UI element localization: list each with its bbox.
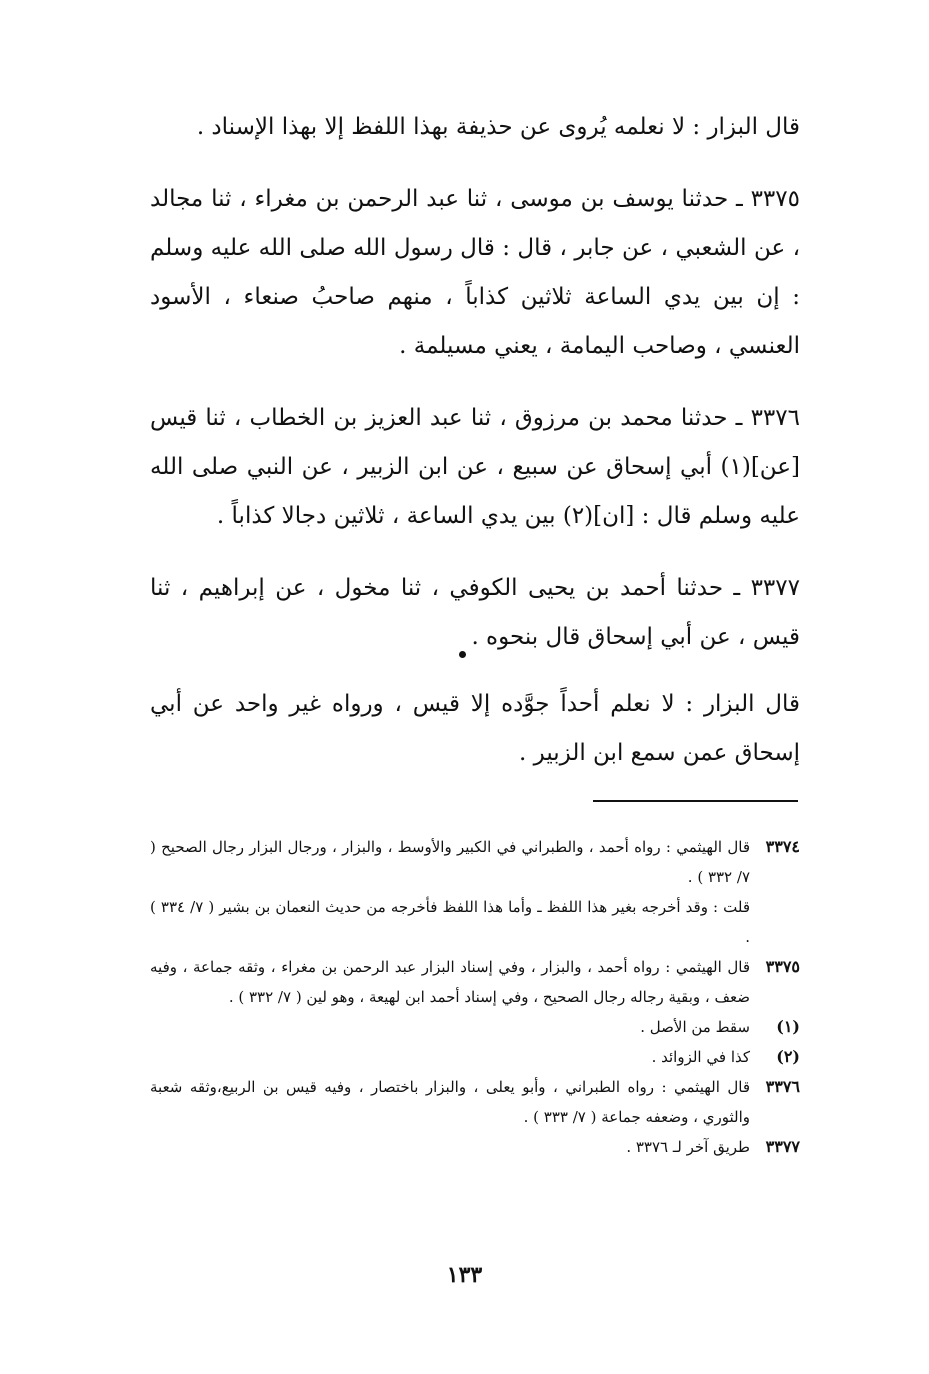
footnote-text	[150, 832, 750, 952]
footnote-number: (٢)	[776, 1047, 800, 1066]
paragraph-hadith-3375: ٣٣٧٥ ـ حدثنا يوسف بن موسى ، ثنا عبد الرحمن بن مغراء ، ثنا مجالد ، عن الشعبي ، عن جابر ، قال : قال رسول الله صلى الله عليه وسلم : إن بين يدي الساعة ثلاثين كذاباً ، منهم صاحبُ صنعاء ، الأسود العنسي ، وصاحب اليمامة ، يعني مسيلمة .	[150, 186, 800, 359]
footnotes	[150, 832, 800, 1162]
footnote-3377	[150, 1132, 800, 1162]
footnote-line: سقط من الأصل .	[640, 1018, 750, 1036]
footnote-text	[150, 952, 750, 1012]
footnote-text	[150, 1042, 750, 1072]
footnote-line: كذا في الزوائد .	[651, 1048, 750, 1066]
footnote-1	[150, 1012, 800, 1042]
footnote-number: ٣٣٧٦	[765, 1077, 800, 1096]
footnote-line: طريق آخر لـ ٣٣٧٦ .	[626, 1138, 750, 1156]
footnote-3376	[150, 1072, 800, 1132]
paragraph-hadith-3376: ٣٣٧٦ ـ حدثنا محمد بن مرزوق ، ثنا عبد العزيز بن الخطاب ، ثنا قيس [عن](١) أبي إسحاق عن سبيع ، عن ابن الزبير ، عن النبي صلى الله عليه وسلم قال : [ان](٢) بين يدي الساعة ، ثلاثين دجالا كذاباً .	[150, 405, 800, 529]
main-text	[150, 103, 800, 778]
paragraph-hadith-3377: ٣٣٧٧ ـ حدثنا أحمد بن يحيى الكوفي ، ثنا مخول ، عن إبراهيم ، ثنا قيس ، عن أبي إسحاق قال بنحوه .	[150, 575, 800, 650]
footnote-separator	[593, 800, 798, 802]
footnote-line: قال الهيثمي : رواه أحمد ، والطبراني في الكبير والأوسط ، والبزار ، ورجال البزار رجال الصحيح ( ٧/ ٣٣٢ ) .	[150, 838, 750, 886]
footnote-number: (١)	[776, 1017, 800, 1036]
footnote-number: ٣٣٧٤	[765, 837, 800, 856]
footnote-number: ٣٣٧٧	[765, 1137, 800, 1156]
page-number: ١٣٣	[446, 1262, 483, 1288]
footnote-text	[150, 1132, 750, 1162]
footnote-text	[150, 1072, 750, 1132]
footnote-number: ٣٣٧٥	[765, 957, 800, 976]
paragraph-bazzar-note-2: قال البزار : لا نعلم أحداً جوَّده إلا قيس ، ورواه غير واحد عن أبي إسحاق عمن سمع ابن الزبير .	[150, 691, 800, 766]
paragraph-bazzar-note-1: قال البزار : لا نعلمه يُروى عن حذيفة بهذا اللفظ إلا بهذا الإسناد .	[196, 114, 800, 140]
ink-speck	[459, 651, 466, 658]
footnote-3375	[150, 952, 800, 1012]
footnote-3374	[150, 832, 800, 952]
footnote-line: قلت : وقد أخرجه بغير هذا اللفظ ـ وأما هذا اللفظ فأخرجه من حديث النعمان بن بشير ( ٧/ ٣٣٤ ) .	[150, 898, 750, 946]
footnote-line: قال الهيثمي : رواه الطبراني ، وأبو يعلى ، والبزار باختصار ، وفيه قيس بن الربيع،وثقه شعبة والثوري ، وضعفه جماعة ( ٧/ ٣٣٣ ) .	[150, 1078, 750, 1126]
footnote-line: قال الهيثمي : رواه أحمد ، والبزار ، وفي إسناد البزار عبد الرحمن بن مغراء ، وثقه جماعة ، وفيه ضعف ، وبقية رجاله رجال الصحيح ، وفي إسناد أحمد ابن لهيعة ، وهو لين ( ٧/ ٣٣٢ ) .	[150, 958, 750, 1006]
footnote-text	[150, 1012, 750, 1042]
footnote-2	[150, 1042, 800, 1072]
